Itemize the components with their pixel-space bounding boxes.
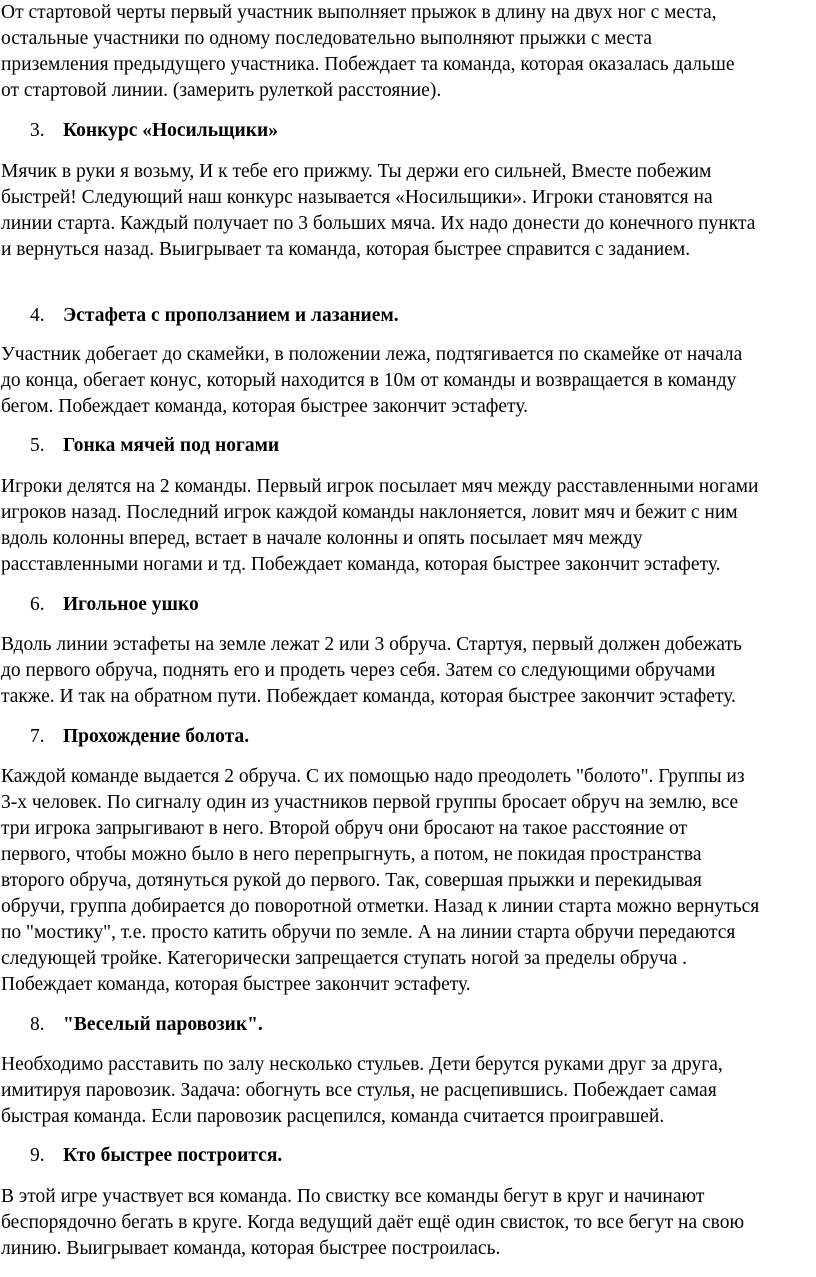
section-title: Эстафета с проползанием и лазанием. [63,305,399,326]
section-number: 8. [30,1014,45,1035]
section-number: 5. [30,435,45,456]
section-heading-3 [30,118,278,144]
section-title: Гонка мячей под ногами [63,435,280,456]
section-heading-6 [30,592,199,618]
section-number: 4. [30,305,45,326]
section-number: 9. [30,1145,45,1166]
section-body-9: В этой игре участвует вся команда. По свистку все команды бегут в круг и начинают беспорядочно бегать в круге. Когда ведущий даёт ещё один свисток, то все бегут на свою линию. Выигрывает команда, которая быстрее построилась. [1,1186,745,1259]
section-body-8: Необходимо расставить по залу несколько стульев. Дети берутся руками друг за друга, имитируя паровозик. Задача: обогнуть все стулья, не расцепившись. Побеждает самая быстрая команда. Если паровозик расцепился, команда считается проигравшей. [1,1054,723,1127]
section-heading-7 [30,724,249,750]
section-heading-4 [30,303,399,329]
section-heading-5 [30,433,279,459]
section-number: 6. [30,594,45,615]
section-body-6: Вдоль линии эстафеты на земле лежат 2 или 3 обруча. Стартуя, первый должен добежать до первого обруча, поднять его и продеть через себя. Затем со следующими обручами также. И так на обратном пути. Побеждает команда, которая быстрее закончит эстафету. [1,634,742,707]
intro-paragraph: От стартовой черты первый участник выполняет прыжок в длину на двух ног с места, остальные участники по одному последовательно выполняют прыжки с места приземления предыдущего участника. Побеждает та команда, которая оказалась дальше от стартовой линии. (замерить рулеткой расстояние). [1,2,735,101]
section-heading-9 [30,1143,282,1169]
section-body-7: Каждой команде выдается 2 обруча. С их помощью надо преодолеть "болото". Группы из 3-х человек. По сигналу один из участников первой группы бросает обруч на землю, все три игрока запрыгивают в него. Второй обруч они бросают на такое расстояние от первого, чтобы можно было в него перепрыгнуть, а потом, не покидая пространства второго обруча, дотянуться рукой до первого. Так, совершая прыжки и перекидывая обручи, группа добирается до поворотной отметки. Назад к линии старта можно вернуться по "мостику", т.е. просто катить обручи по земле. А на линии старта обручи передаются следующей тройке. Категорически запрещается ступать ногой за пределы обруча . Побеждает команда, которая быстрее закончит эстафету. [1,766,760,995]
section-number: 7. [30,726,45,747]
section-heading-8 [30,1012,263,1038]
section-title: "Веселый паровозик". [63,1014,263,1035]
section-number: 3. [30,120,45,141]
section-body-5: Игроки делятся на 2 команды. Первый игрок посылает мяч между расставленными ногами игроков назад. Последний игрок каждой команды наклоняется, ловит мяч и бежит с ним вдоль колонны вперед, встает в начале колонны и опять посылает мяч между расставленными ногами и тд. Побеждает команда, которая быстрее закончит эстафету. [1,476,759,575]
section-title: Прохождение болота. [63,726,250,747]
section-body-3: Мячик в руки я возьму, И к тебе его прижму. Ты держи его сильней, Вместе побежим быстрей! Следующий наш конкурс называется «Носильщики». Игроки становятся на линии старта. Каждый получает по 3 больших мяча. Их надо донести до конечного пункта и вернуться назад. Выигрывает та команда, которая быстрее справится с заданием. [1,161,756,260]
section-title: Кто быстрее построится. [63,1145,283,1166]
section-title: Конкурс «Носильщики» [63,120,278,141]
section-body-4: Участник добегает до скамейки, в положении лежа, подтягивается по скамейке от начала до конца, обегает конус, который находится в 10м от команды и возвращается в команду бегом. Побеждает команда, которая быстрее закончит эстафету. [1,344,743,417]
section-title: Игольное ушко [63,594,199,615]
